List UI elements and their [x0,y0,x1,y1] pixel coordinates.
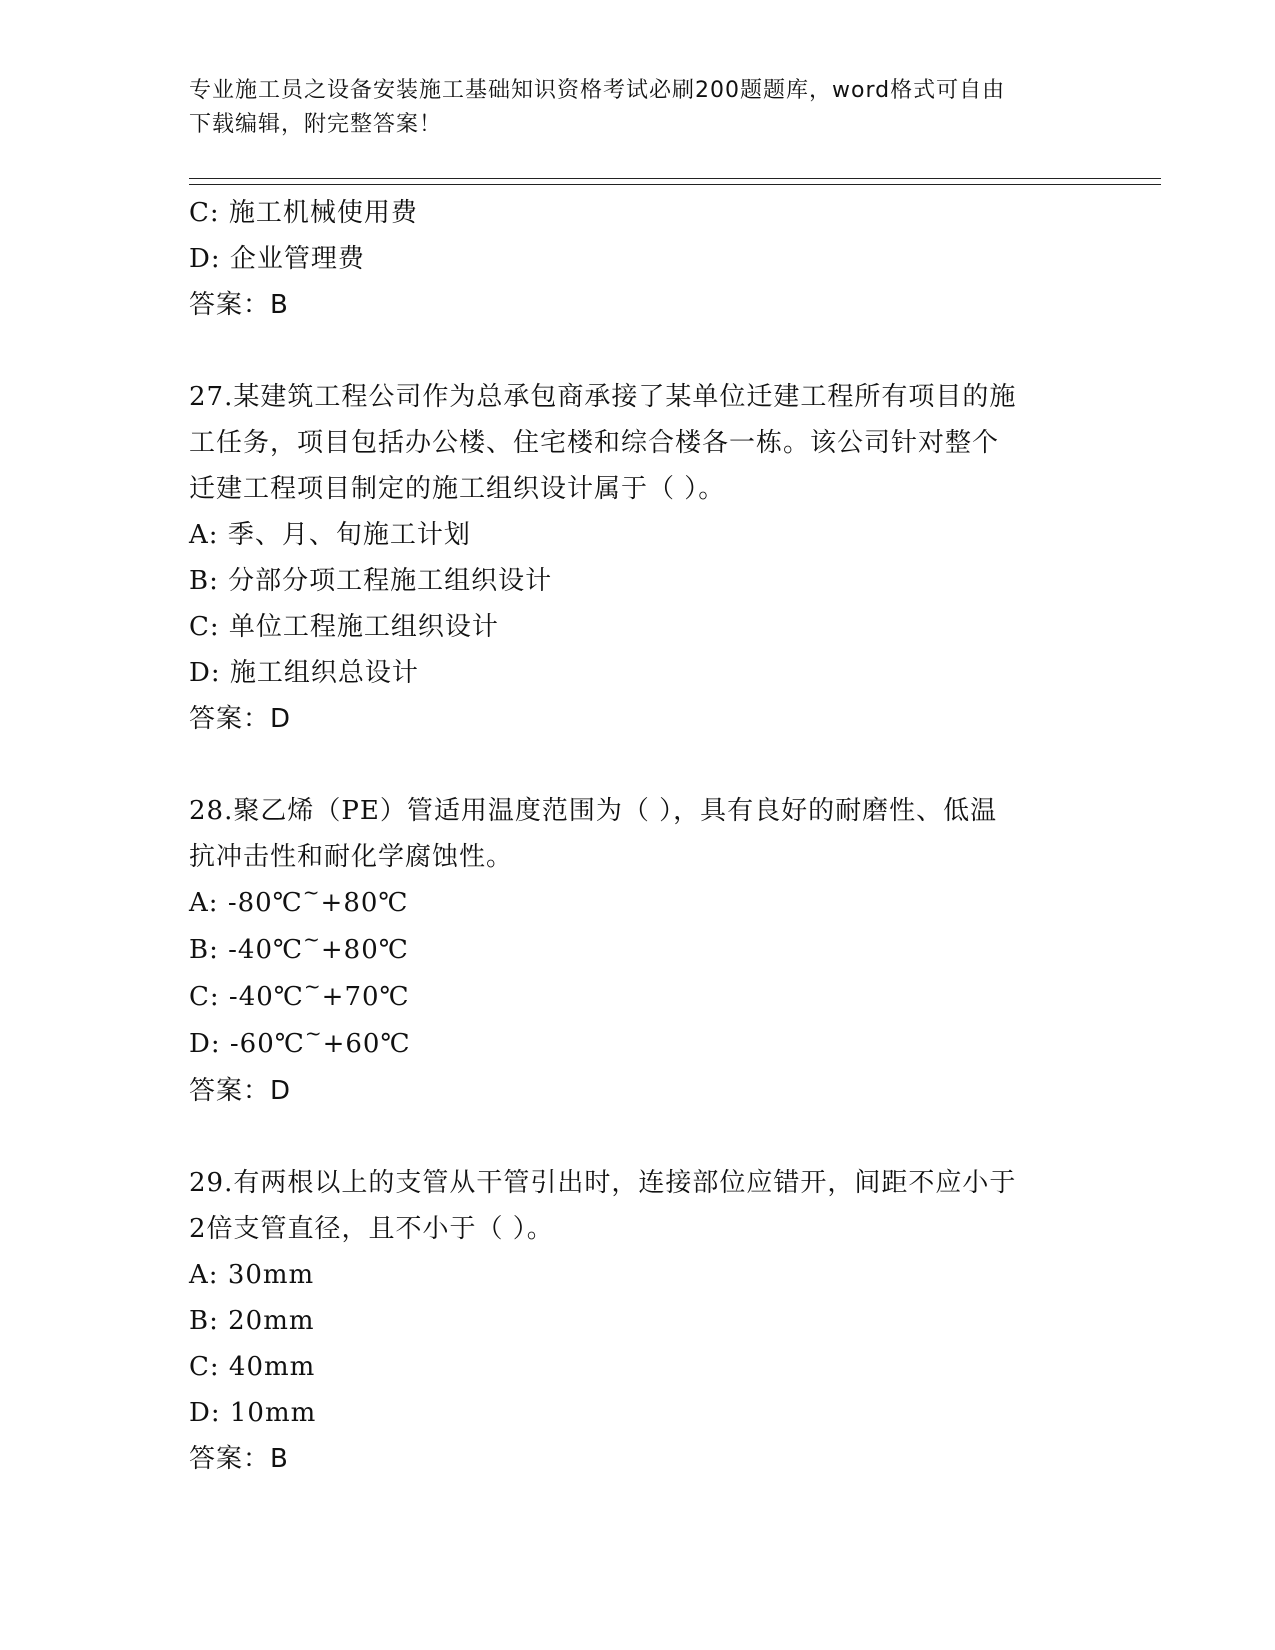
answer-line: 答案：D [189,1076,292,1106]
document-header [189,74,1089,142]
option-c: C: 施工机械使用费 [189,198,418,228]
option-c: C: -40℃~+70℃ [189,974,410,1012]
answer-line: 答案：B [189,290,289,320]
header-divider-top [189,178,1161,179]
option-a: A: 季、月、旬施工计划 [189,520,471,550]
question-stem-line: 27.某建筑工程公司作为总承包商承接了某单位迁建工程所有项目的施 [189,382,1017,412]
question-stem-line: 28.聚乙烯（PE）管适用温度范围为（ ），具有良好的耐磨性、低温 [189,796,998,826]
question-stem-line: 工任务，项目包括办公楼、住宅楼和综合楼各一栋。该公司针对整个 [189,428,1000,458]
header-divider-bottom [189,184,1161,185]
option-a: A: -80℃~+80℃ [189,880,409,918]
option-c: C: 单位工程施工组织设计 [189,612,499,642]
option-b: B: 20mm [189,1306,315,1336]
answer-line: 答案：D [189,704,292,734]
option-d: D: 10mm [189,1398,317,1428]
option-d: D: 企业管理费 [189,244,365,274]
page-content [189,190,1089,1482]
question-26-continued [189,190,1089,328]
question-stem-line: 抗冲击性和耐化学腐蚀性。 [189,842,514,872]
option-b: B: -40℃~+80℃ [189,927,409,965]
question-28 [189,788,1089,1114]
option-a: A: 30mm [189,1260,315,1290]
header-line-2: 下载编辑，附完整答案！ [189,112,443,137]
question-29 [189,1160,1089,1482]
option-d: D: -60℃~+60℃ [189,1021,411,1059]
question-stem-line: 29.有两根以上的支管从干管引出时，连接部位应错开，间距不应小于 [189,1168,1017,1198]
question-stem-line: 2倍支管直径，且不小于（ ）。 [189,1214,554,1244]
option-d: D: 施工组织总设计 [189,658,419,688]
answer-line: 答案：B [189,1444,289,1474]
question-stem-line: 迁建工程项目制定的施工组织设计属于（ ）。 [189,474,726,504]
option-b: B: 分部分项工程施工组织设计 [189,566,553,596]
option-c: C: 40mm [189,1352,316,1382]
header-line-1: 专业施工员之设备安装施工基础知识资格考试必刷200题题库，word格式可自由 [189,78,1006,103]
question-27 [189,374,1089,742]
